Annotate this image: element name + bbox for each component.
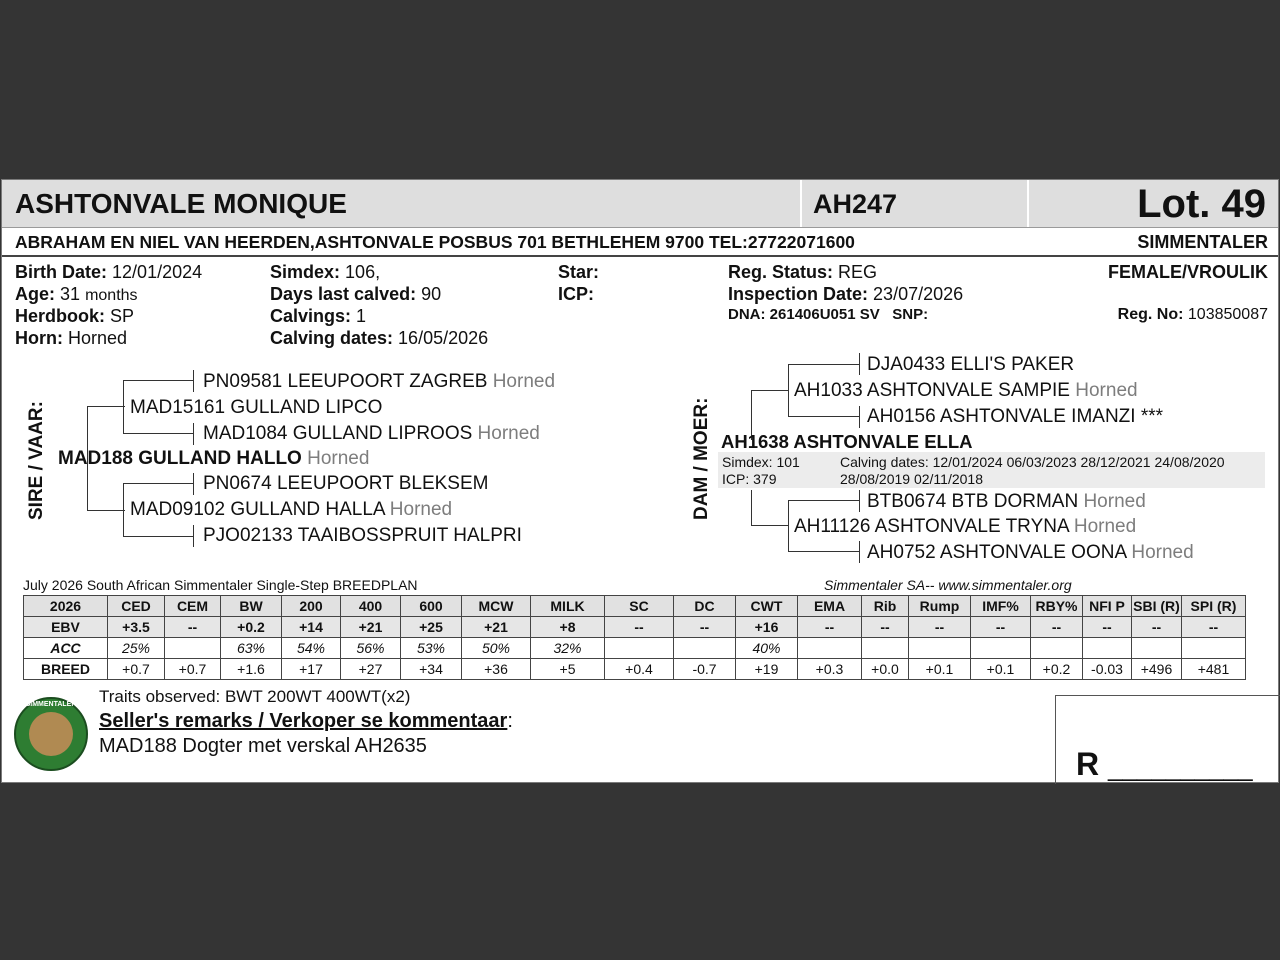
ebv-accuracy-cell [165,638,221,659]
ebv-header-cell: MILK [531,596,605,617]
ebv-accuracy-cell: 32% [531,638,605,659]
dna-info: DNA: 261406U051 SV SNP: [728,306,929,323]
pedigree-connector [788,364,789,416]
price-label: R [1076,746,1100,782]
pedigree-connector [193,423,194,445]
ebv-accuracy-cell [1182,638,1246,659]
birth-date: Birth Date: 12/01/2024 [15,262,203,282]
breedplan-source: Simmentaler SA-- www.simmentaler.org [824,577,1072,593]
pedigree-connector [193,473,194,495]
dam-dam: AH11126 ASHTONVALE TRYNA Horned [794,516,1137,537]
owner-address: ABRAHAM EN NIEL VAN HEERDEN,ASHTONVALE POSBUS 701 BETHLEHEM 9700 TEL:27722071600 [15,232,855,252]
ebv-accuracy-cell [1083,638,1132,659]
ebv-value-cell: -- [1132,617,1182,638]
ebv-breed-cell: +1.6 [221,659,282,680]
pedigree-connector [123,433,194,434]
ebv-accuracy-row [24,638,1246,659]
breedplan-caption: July 2026 South African Simmentaler Single-Step BREEDPLAN [23,577,418,593]
ebv-header-cell: SPI (R) [1182,596,1246,617]
ebv-value-cell: -- [1182,617,1246,638]
pedigree-connector [123,483,194,484]
ebv-breed-cell: +0.1 [971,659,1031,680]
pedigree-connector [87,510,125,511]
dam-icp: ICP: 379 [722,471,777,487]
pedigree-connector [859,490,860,512]
pedigree-connector [788,551,860,552]
traits-observed: Traits observed: BWT 200WT 400WT(x2) [99,687,411,706]
ebv-header-cell: NFI P [1083,596,1132,617]
sire-dam-dam: PJO02133 TAAIBOSSPRUIT HALPRI [203,525,522,546]
ebv-header-cell: 200 [282,596,341,617]
remarks-text: MAD188 Dogter met verskal AH2635 [99,735,427,757]
pedigree-connector [193,370,194,392]
pedigree-connector [751,490,752,526]
calving-dates: Calving dates: 16/05/2026 [270,328,489,348]
ebv-header-cell: 400 [341,596,401,617]
ebv-value-cell: -- [909,617,971,638]
pedigree-connector [859,406,860,428]
pedigree-connector [859,541,860,563]
ebv-breed-cell: +34 [401,659,462,680]
ebv-breed-cell: +0.4 [605,659,674,680]
breed-society-logo: SIMMENTALER [14,697,88,771]
lot-card [1,179,1279,783]
ebv-breed-cell: +0.2 [1031,659,1083,680]
dam-side-label: DAM / MOER: [691,397,712,520]
ebv-value-cell: -- [971,617,1031,638]
reg-number: Reg. No: 103850087 [1117,306,1268,323]
dam-calving-dates-1: Calving dates: 12/01/2024 06/03/2023 28/12/2021 24/08/2020 [840,454,1225,470]
ebv-value-cell: +0.2 [221,617,282,638]
lot-number: Lot. 49 [1137,182,1266,226]
price-blank[interactable]: __________ [1108,752,1253,782]
pedigree-connector [788,364,860,365]
pedigree-connector [123,536,194,537]
breed-name: SIMMENTALER [1137,232,1268,252]
ebv-breed-cell: +0.7 [108,659,165,680]
ebv-accuracy-cell [674,638,736,659]
ebv-accuracy-cell [1031,638,1083,659]
ebv-header-cell: IMF% [971,596,1031,617]
ebv-breed-cell: +0.0 [862,659,909,680]
ebv-breed-cell: +0.1 [909,659,971,680]
price-box [1055,695,1280,784]
dam-simdex: Simdex: 101 [722,454,800,470]
reg-status: Reg. Status: REG [728,262,878,282]
pedigree-connector [123,380,194,381]
ebv-breed-cell: +19 [736,659,798,680]
icp-label: ICP: [558,284,594,304]
pedigree-connector [859,353,860,375]
dam-dam-dam: AH0752 ASHTONVALE OONA Horned [867,542,1194,563]
ebv-value-cell: +16 [736,617,798,638]
ebv-value-cell: -- [862,617,909,638]
owner-bar [2,228,1278,257]
ebv-header-cell: CWT [736,596,798,617]
title-divider [1027,180,1029,227]
simdex: Simdex: 106, [270,262,381,282]
ebv-breed-cell: +0.3 [798,659,862,680]
ebv-table [23,595,1246,680]
sire-sire-sire: PN09581 LEEUPOORT ZAGREB Horned [203,371,556,392]
ebv-header-cell: RBY% [1031,596,1083,617]
ebv-breed-cell: -0.03 [1083,659,1132,680]
ebv-accuracy-cell [971,638,1031,659]
ebv-accuracy-cell: ACC [24,638,108,659]
ebv-value-cell: +3.5 [108,617,165,638]
herdbook: Herdbook: SP [15,306,135,326]
ebv-value-cell: +25 [401,617,462,638]
days-last-calved: Days last calved: 90 [270,284,442,304]
ebv-accuracy-cell [1132,638,1182,659]
ebv-breed-cell: +481 [1182,659,1246,680]
ebv-header-cell: 2026 [24,596,108,617]
ebv-header-cell: SC [605,596,674,617]
ebv-header-row [24,596,1246,617]
ebv-accuracy-cell: 53% [401,638,462,659]
pedigree-connector [788,500,789,552]
dam-sire: AH1033 ASHTONVALE SAMPIE Horned [794,380,1138,401]
ebv-header-cell: DC [674,596,736,617]
pedigree-connector [788,416,860,417]
sire-sire-dam: MAD1084 GULLAND LIPROOS Horned [203,423,540,444]
ebv-accuracy-cell: 40% [736,638,798,659]
sire-dam-sire: PN0674 LEEUPOORT BLEKSEM [203,473,489,494]
ebv-header-cell: CEM [165,596,221,617]
animal-name: ASHTONVALE MONIQUE [15,188,347,219]
ebv-header-cell: 600 [401,596,462,617]
ebv-breed-cell: +27 [341,659,401,680]
sex: FEMALE/VROULIK [1108,262,1268,282]
ebv-header-cell: MCW [462,596,531,617]
pedigree-connector [193,525,194,547]
dam-calving-dates-2: 28/08/2019 02/11/2018 [840,471,983,487]
ebv-value-cell: -- [165,617,221,638]
ebv-breed-cell: -0.7 [674,659,736,680]
ebv-breed-cell: +0.7 [165,659,221,680]
horn-status: Horn: Horned [15,328,128,348]
ebv-value-cell: -- [1083,617,1132,638]
remarks-heading: Seller's remarks / Verkoper se kommentaar: [99,710,513,732]
ebv-header-cell: Rump [909,596,971,617]
sire-dam: MAD09102 GULLAND HALLA Horned [130,499,453,520]
ebv-header-cell: CED [108,596,165,617]
ebv-header-cell: BW [221,596,282,617]
pedigree-connector [87,406,125,407]
ebv-accuracy-cell [862,638,909,659]
ebv-values-row [24,617,1246,638]
sire-sire: MAD15161 GULLAND LIPCO [130,397,383,418]
ebv-value-cell: +21 [341,617,401,638]
ebv-breed-cell: +5 [531,659,605,680]
dam-sire-sire: DJA0433 ELLI'S PAKER [867,354,1075,375]
ebv-value-cell: +14 [282,617,341,638]
dam-name: AH1638 ASHTONVALE ELLA [721,431,973,452]
ebv-accuracy-cell: 56% [341,638,401,659]
dam-sire-dam: AH0156 ASHTONVALE IMANZI *** [867,406,1164,427]
pedigree-connector [751,525,789,526]
ebv-value-cell: -- [674,617,736,638]
ebv-accuracy-cell [605,638,674,659]
ebv-breed-cell: +36 [462,659,531,680]
sire-name: MAD188 GULLAND HALLO Horned [58,448,370,469]
calvings: Calvings: 1 [270,306,367,326]
ebv-accuracy-cell: 63% [221,638,282,659]
star-label: Star: [558,262,600,282]
pedigree-connector [123,380,124,434]
pedigree-connector [751,390,789,391]
animal-reg-code: AH247 [813,189,898,219]
ebv-value-cell: -- [605,617,674,638]
pedigree-connector [788,500,860,501]
ebv-accuracy-cell: 54% [282,638,341,659]
age: Age: 31 months [15,284,138,304]
ebv-breed-average-row [24,659,1246,680]
inspection-date: Inspection Date: 23/07/2026 [728,284,964,304]
dam-dam-sire: BTB0674 BTB DORMAN Horned [867,491,1146,512]
pedigree-connector [123,483,124,537]
ebv-header-cell: EMA [798,596,862,617]
ebv-value-cell: -- [798,617,862,638]
ebv-accuracy-cell: 50% [462,638,531,659]
ebv-accuracy-cell [798,638,862,659]
ebv-breed-cell: BREED [24,659,108,680]
ebv-header-cell: SBI (R) [1132,596,1182,617]
ebv-value-cell: EBV [24,617,108,638]
ebv-accuracy-cell [909,638,971,659]
title-divider [800,180,802,227]
ebv-value-cell: -- [1031,617,1083,638]
title-bar [2,180,1278,228]
sire-side-label: SIRE / VAAR: [26,401,47,520]
ebv-value-cell: +8 [531,617,605,638]
ebv-header-cell: Rib [862,596,909,617]
ebv-breed-cell: +17 [282,659,341,680]
ebv-value-cell: +21 [462,617,531,638]
ebv-accuracy-cell: 25% [108,638,165,659]
ebv-breed-cell: +496 [1132,659,1182,680]
